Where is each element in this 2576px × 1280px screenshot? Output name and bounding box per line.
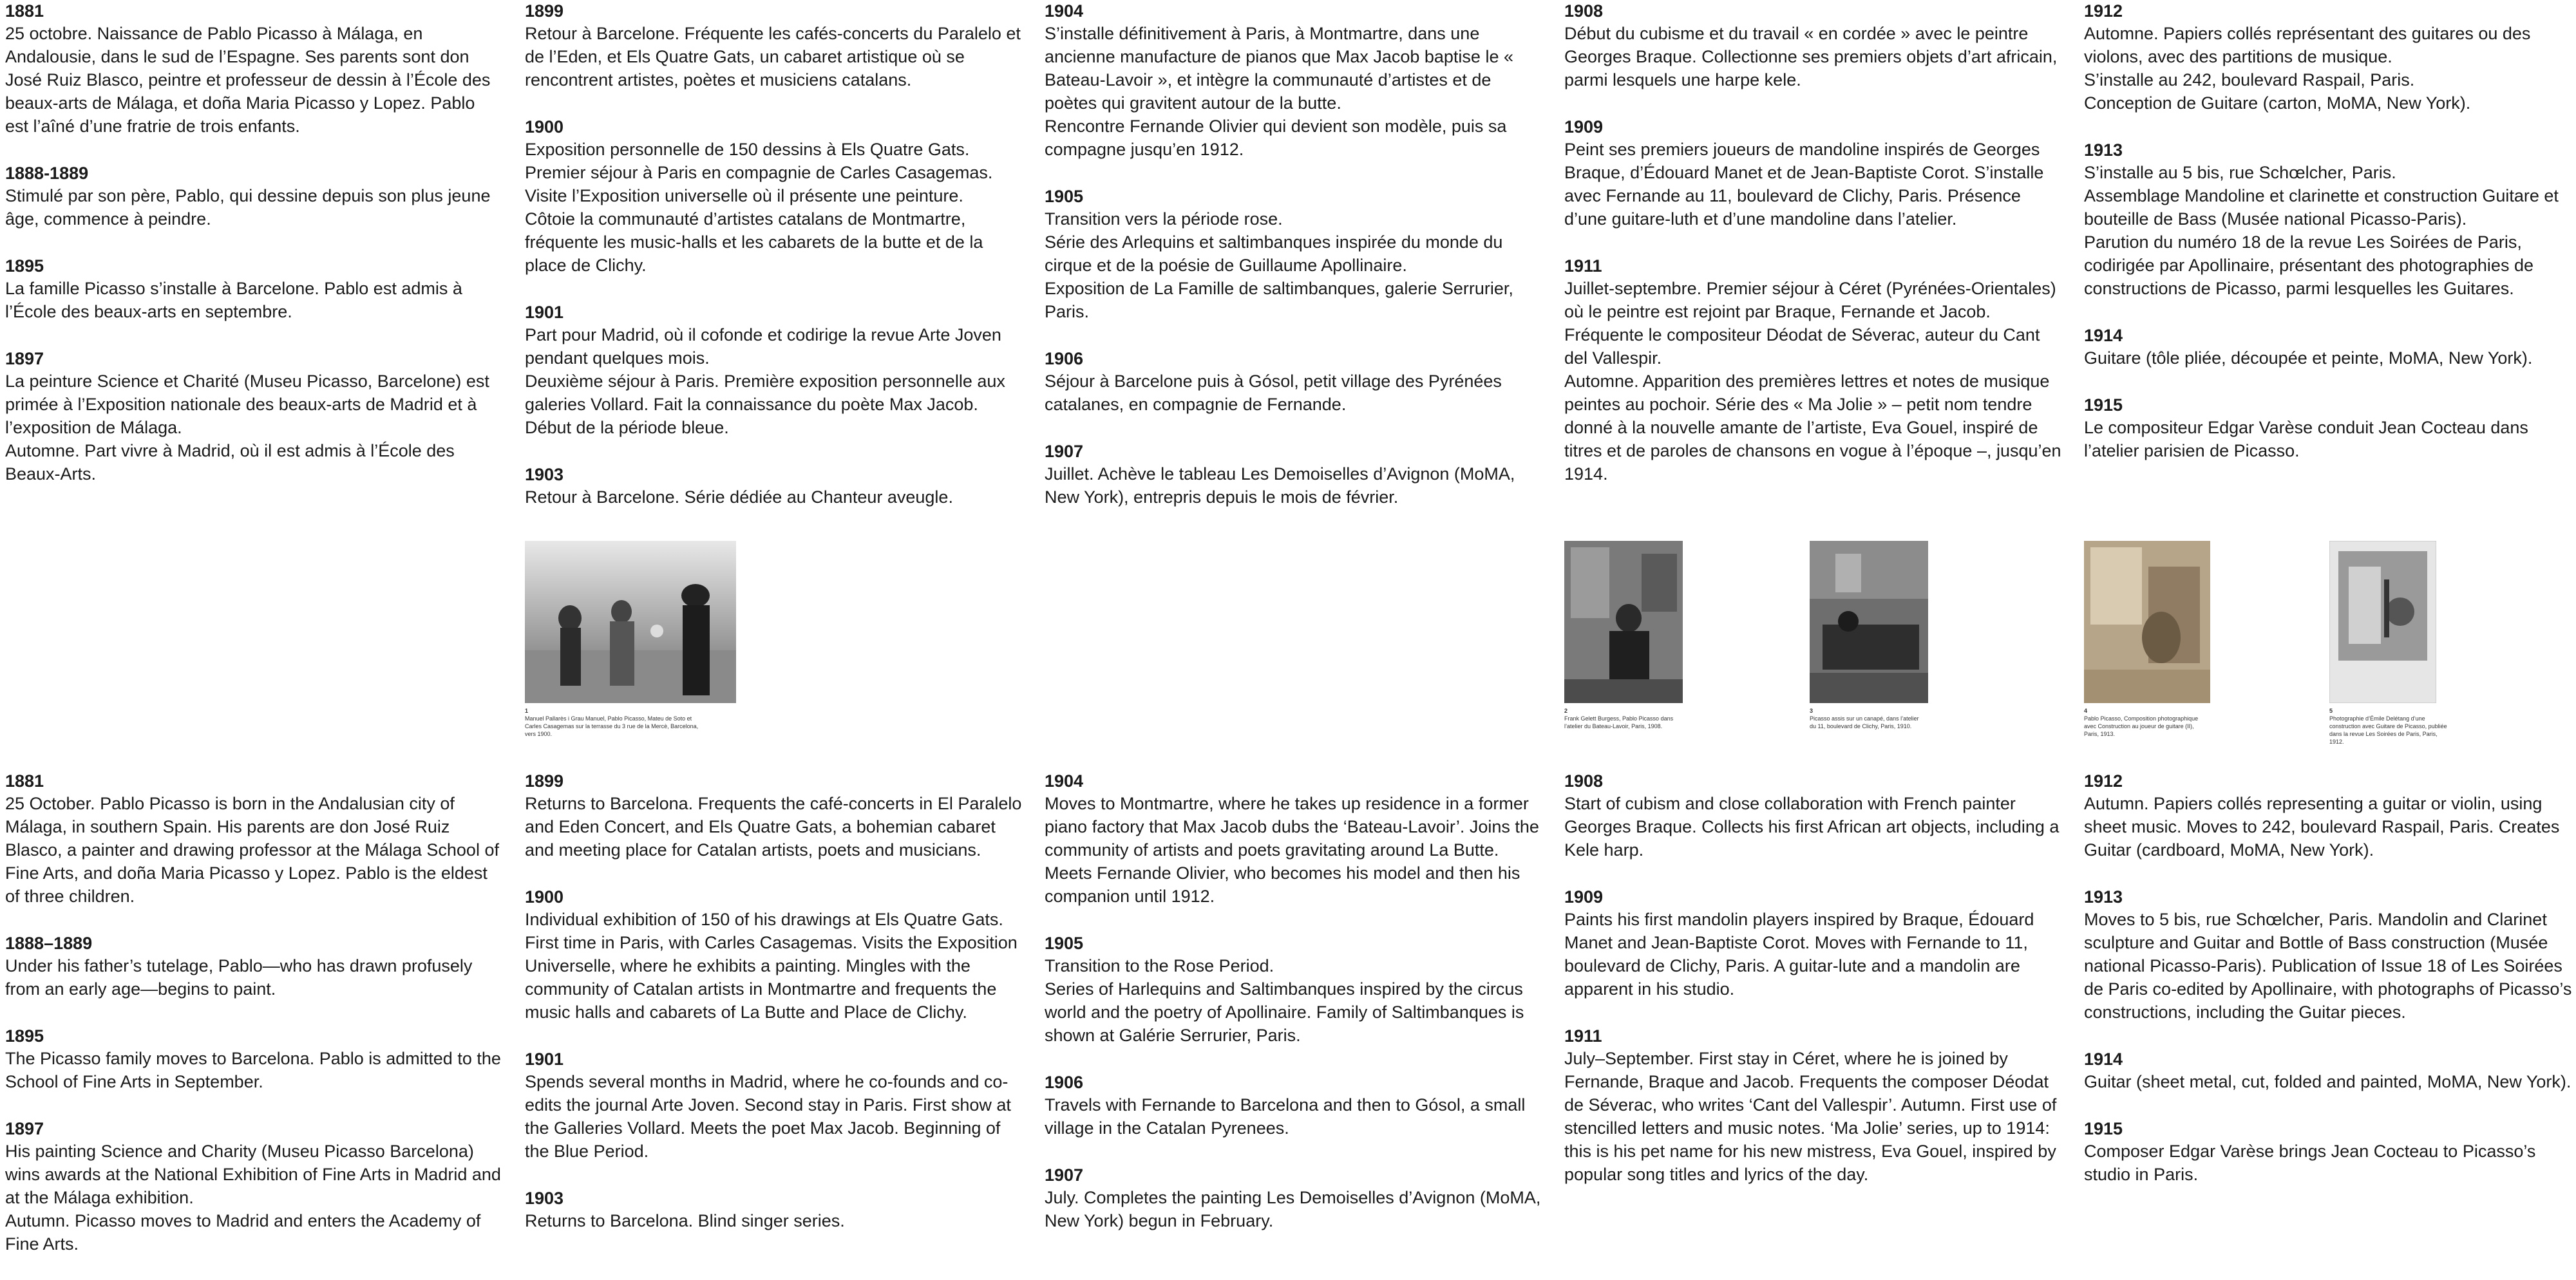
fr-column-1 — [5, 0, 502, 510]
entry-text: S’installe définitivement à Paris, à Montmartre, dans une ancienne manufacture de pianos que Max Jacob baptise le « Bateau-Lavoir », et intègre la communauté d’artistes et de poètes qui gravitent autour de la butte. Rencontre Fernande Olivier qui devient son modèle, puis sa compagne jusqu’en 1912. — [1045, 24, 1513, 159]
timeline-entry — [5, 255, 502, 323]
entry-text: Transition to the Rose Period. Series of Harlequins and Saltimbanques inspired by the circus world and the poetry of Apollinaire. Family of Saltimbanques is shown at Galérie Serrurier, Paris. — [1045, 956, 1524, 1045]
entry-text: His painting Science and Charity (Museu Picasso Barcelona) wins awards at the National Exhibition of Fine Arts in Madrid and at the Málaga exhibition. Autumn. Picasso moves to Madrid and enters the Academy of Fine Arts. — [5, 1142, 501, 1254]
photo-2 — [1564, 541, 1683, 706]
photo-1 — [525, 541, 736, 706]
photo-3-image — [1810, 541, 1928, 703]
entry-year: 1913 — [2084, 887, 2123, 907]
entry-text: Spends several months in Madrid, where he co-founds and co-edits the journal Arte Joven. Second stay in Paris. First show at the Galleries Vollard. Meets the poet Max Jacob. Beginning of the Blue Period. — [525, 1072, 1011, 1161]
entry-year: 1897 — [5, 349, 44, 368]
entry-year: 1895 — [5, 1026, 44, 1046]
entry-year: 1909 — [1564, 117, 1604, 136]
en-column-2 — [525, 770, 1022, 1257]
photo-4 — [2084, 541, 2210, 706]
entry-text: Retour à Barcelone. Série dédiée au Chanteur aveugle. — [525, 487, 953, 507]
timeline-entry — [1045, 348, 1542, 416]
entry-year: 1914 — [2084, 1049, 2123, 1069]
timeline-entry — [1564, 1025, 2061, 1186]
timeline-entry — [2084, 770, 2576, 861]
photo-3-caption — [1810, 707, 1926, 730]
entry-text: Début du cubisme et du travail « en cordée » avec le peintre Georges Braque. Collectionne ses premiers objets d’art africain, parmi lesquels une harpe kele. — [1564, 24, 2058, 89]
timeline-entry — [525, 770, 1022, 861]
timeline-entry — [1045, 440, 1542, 509]
entry-year: 1899 — [525, 1, 564, 21]
entry-text: The Picasso family moves to Barcelona. Pablo is admitted to the School of Fine Arts in September. — [5, 1049, 501, 1091]
entry-year: 1904 — [1045, 1, 1084, 21]
entry-text: Juillet. Achève le tableau Les Demoiselles d’Avignon (MoMA, New York), entrepris depuis le mois de février. — [1045, 464, 1515, 507]
entry-year: 1915 — [2084, 395, 2123, 415]
entry-text: Returns to Barcelona. Frequents the café-concerts in El Paralelo and Eden Concert, and Els Quatre Gats, a bohemian cabaret and meeting place for Catalan artists, poets and musicians. — [525, 794, 1022, 860]
entry-text: Peint ses premiers joueurs de mandoline inspirés de Georges Braque, d’Édouard Manet et de Jean-Baptiste Corot. S’installe avec Fernande au 11, boulevard de Clichy, Paris. Présence d’une guitare-luth et d’une mandoline dans l’atelier. — [1564, 140, 2044, 229]
entry-text: 25 October. Pablo Picasso is born in the Andalusian city of Málaga, in southern Spain. His parents are don José Ruiz Blasco, a painter and drawing professor at the Málaga School of Fine Arts, and doña Maria Picasso y Lopez. Pablo is the eldest of three children. — [5, 794, 499, 906]
entry-text: Guitar (sheet metal, cut, folded and painted, MoMA, New York). — [2084, 1072, 2571, 1091]
entry-text: Exposition personnelle de 150 dessins à Els Quatre Gats. Premier séjour à Paris en compagnie de Carles Casagemas. Visite l’Exposition universelle où il présente une peinture. Côtoie la communauté d’artistes catalans de Montmartre, fréquente les music-halls et les cabarets de la butte et de la place de Clichy. — [525, 140, 993, 275]
timeline-entry — [525, 0, 1022, 91]
timeline-entry — [5, 932, 502, 1001]
entry-text: Under his father’s tutelage, Pablo—who has drawn profusely from an early age—begins to paint. — [5, 956, 473, 999]
entry-year: 1905 — [1045, 187, 1084, 206]
entry-text: S’installe au 5 bis, rue Schœlcher, Paris. Assemblage Mandoline et clarinette et construction Guitare et bouteille de Bass (Musée national Picasso-Paris). Parution du numéro 18 de la revue Les Soirées de Paris, codirigée par Apollinaire, présentant des photographies de constructions de Picasso, parmi lesquelles les Guitares. — [2084, 163, 2559, 298]
photo-4-caption-text: Pablo Picasso, Composition photographique avec Construction au joueur de guitare (II), Paris, 1913. — [2084, 715, 2199, 737]
timeline-entry — [2084, 1048, 2576, 1093]
entry-year: 1899 — [525, 771, 564, 791]
entry-year: 1914 — [2084, 326, 2123, 345]
fr-column-4 — [1564, 0, 2061, 510]
entry-text: Le compositeur Edgar Varèse conduit Jean Cocteau dans l’atelier parisien de Picasso. — [2084, 418, 2528, 460]
timeline-entry — [5, 162, 502, 231]
entry-text: Start of cubism and close collaboration with French painter Georges Braque. Collects his first African art objects, including a Kele harp. — [1564, 794, 2060, 860]
entry-text: Autumn. Papiers collés representing a guitar or violin, using sheet music. Moves to 242, boulevard Raspail, Paris. Creates Guitar (cardboard, MoMA, New York). — [2084, 794, 2560, 860]
entry-year: 1888-1889 — [5, 164, 89, 183]
timeline-entry — [5, 0, 502, 138]
timeline-entry — [1045, 770, 1542, 908]
entry-text: Séjour à Barcelone puis à Gósol, petit village des Pyrénées catalanes, en compagnie de Fernande. — [1045, 372, 1502, 414]
entry-year: 1901 — [525, 303, 564, 322]
en-column-5 — [2084, 770, 2576, 1210]
entry-text: Composer Edgar Varèse brings Jean Cocteau to Picasso’s studio in Paris. — [2084, 1142, 2536, 1184]
entry-text: Stimulé par son père, Pablo, qui dessine depuis son plus jeune âge, commence à peindre. — [5, 186, 491, 229]
entry-year: 1905 — [1045, 934, 1084, 953]
photo-5-number: 5 — [2329, 708, 2333, 714]
entry-year: 1911 — [1564, 256, 1602, 276]
entry-year: 1906 — [1045, 1073, 1084, 1092]
photo-2-caption — [1564, 707, 1680, 730]
timeline-entry — [1564, 886, 2061, 1001]
photo-1-caption-text: Manuel Pallarès i Grau Manuel, Pablo Picasso, Mateu de Soto et Carles Casagemas sur la terrasse du 3 rue de la Mercè, Barcelona, vers 1900. — [525, 715, 699, 737]
photo-4-caption — [2084, 707, 2206, 738]
entry-text: 25 octobre. Naissance de Pablo Picasso à Málaga, en Andalousie, dans le sud de l’Espagne. Ses parents sont don José Ruiz Blasco, peintre et professeur de dessin à l’École des beaux-arts de Málaga, et doña Maria Picasso y Lopez. Pablo est l’aîné d’une fratrie de trois enfants. — [5, 24, 491, 136]
timeline-entry — [1045, 185, 1542, 323]
entry-year: 1900 — [525, 887, 564, 907]
timeline-entry — [525, 116, 1022, 277]
entry-year: 1908 — [1564, 771, 1604, 791]
timeline-entry — [2084, 139, 2576, 300]
photo-2-caption-text: Frank Gelett Burgess, Pablo Picasso dans l’atelier du Bateau-Lavoir, Paris, 1908. — [1564, 715, 1674, 729]
photo-3 — [1810, 541, 1928, 706]
entry-year: 1909 — [1564, 887, 1604, 907]
entry-text: Returns to Barcelona. Blind singer series. — [525, 1211, 845, 1230]
photo-4-number: 4 — [2084, 708, 2088, 714]
timeline-entry — [2084, 394, 2576, 462]
photo-3-caption-text: Picasso assis sur un canapé, dans l’atelier du 11, boulevard de Clichy, Paris, 1910. — [1810, 715, 1919, 729]
timeline-entry — [2084, 886, 2576, 1024]
entry-year: 1881 — [5, 771, 44, 791]
entry-text: Guitare (tôle pliée, découpée et peinte, MoMA, New York). — [2084, 348, 2533, 368]
photo-5-caption-text: Photographie d’Émile Delétang d’une construction avec Guitare de Picasso, publiée dans la revue Les Soirées de Paris, Paris, 1912. — [2329, 715, 2447, 745]
entry-year: 1881 — [5, 1, 44, 21]
timeline-entry — [2084, 0, 2576, 115]
entry-year: 1901 — [525, 1049, 564, 1069]
entry-year: 1913 — [2084, 140, 2123, 160]
entry-year: 1897 — [5, 1119, 44, 1138]
photo-2-image — [1564, 541, 1683, 703]
timeline-entry — [1564, 116, 2061, 231]
entry-text: Part pour Madrid, où il cofonde et codirige la revue Arte Joven pendant quelques mois. Deuxième séjour à Paris. Première exposition personnelle aux galeries Vollard. Fait la connaissance du poète Max Jacob. Début de la période bleue. — [525, 325, 1005, 437]
timeline-entry — [525, 464, 1022, 509]
timeline-entry — [525, 1187, 1022, 1232]
timeline-entry — [5, 1025, 502, 1093]
timeline-entry — [1564, 770, 2061, 861]
entry-text: Moves to 5 bis, rue Schœlcher, Paris. Mandolin and Clarinet sculpture and Guitar and Bottle of Bass construction (Musée national Picasso-Paris). Publication of Issue 18 of Les Soirées de Paris co-edited by Apollinaire, with photographs of Picasso’s constructions, including the Guitar pieces. — [2084, 910, 2572, 1022]
entry-text: July. Completes the painting Les Demoiselles d’Avignon (MoMA, New York) begun in February. — [1045, 1188, 1541, 1230]
timeline-entry — [525, 1048, 1022, 1163]
timeline-entry — [1564, 255, 2061, 485]
entry-year: 1912 — [2084, 1, 2123, 21]
photo-3-number: 3 — [1810, 708, 1814, 714]
photo-1-image — [525, 541, 736, 703]
entry-year: 1907 — [1045, 1165, 1084, 1185]
entry-text: La famille Picasso s’installe à Barcelone. Pablo est admis à l’École des beaux-arts en septembre. — [5, 279, 462, 321]
entry-year: 1915 — [2084, 1119, 2123, 1138]
entry-text: Travels with Fernande to Barcelona and then to Gósol, a small village in the Catalan Pyrenees. — [1045, 1095, 1526, 1138]
photo-4-image — [2084, 541, 2210, 703]
entry-year: 1895 — [5, 256, 44, 276]
timeline-entry — [2084, 1118, 2576, 1186]
en-column-1 — [5, 770, 502, 1280]
timeline-entry — [1045, 1071, 1542, 1140]
timeline-entry — [525, 301, 1022, 439]
photo-5-image — [2329, 541, 2436, 703]
timeline-entry — [525, 886, 1022, 1024]
entry-text: Automne. Papiers collés représentant des guitares ou des violons, avec des partitions de musique. S’installe au 242, boulevard Raspail, Paris. Conception de Guitare (carton, MoMA, New York). — [2084, 24, 2531, 113]
timeline-entry — [5, 348, 502, 485]
photo-5-caption — [2329, 707, 2452, 746]
entry-year: 1906 — [1045, 349, 1084, 368]
fr-column-2 — [525, 0, 1022, 533]
timeline-entry — [1045, 0, 1542, 161]
entry-year: 1903 — [525, 465, 564, 484]
en-column-4 — [1564, 770, 2061, 1210]
entry-text: July–September. First stay in Céret, where he is joined by Fernande, Braque and Jacob. Frequents the composer Déodat de Séverac, who writes ‘Cant del Vallespir’. Autumn. First use of stencilled letters and music notes. ‘Ma Jolie’ series, up to 1914: this is his pet name for his new mistress, Eva Gouel, inspired by popular song titles and lyrics of the day. — [1564, 1049, 2057, 1184]
timeline-entry — [1045, 1164, 1542, 1232]
entry-year: 1888–1889 — [5, 934, 93, 953]
photo-1-number: 1 — [525, 708, 529, 714]
en-column-3 — [1045, 770, 1542, 1257]
entry-text: Individual exhibition of 150 of his drawings at Els Quatre Gats. First time in Paris, with Carles Casagemas. Visits the Exposition Universelle, where he exhibits a painting. Mingles with the community of Catalan artists in Montmartre and frequents the music halls and cabarets of La Butte and Place de Clichy. — [525, 910, 1018, 1022]
entry-year: 1908 — [1564, 1, 1604, 21]
entry-text: Paints his first mandolin players inspired by Braque, Édouard Manet and Jean-Baptiste Corot. Moves with Fernande to 11, boulevard de Clichy, Paris. A guitar-lute and a mandolin are apparent in his studio. — [1564, 910, 2034, 999]
timeline-entry — [5, 770, 502, 908]
entry-year: 1903 — [525, 1189, 564, 1208]
entry-year: 1907 — [1045, 442, 1084, 461]
entry-year: 1912 — [2084, 771, 2123, 791]
entry-year: 1904 — [1045, 771, 1084, 791]
photo-2-number: 2 — [1564, 708, 1568, 714]
photo-5 — [2329, 541, 2436, 706]
entry-text: Juillet-septembre. Premier séjour à Céret (Pyrénées-Orientales) où le peintre est rejoint par Braque, Fernande et Jacob. Fréquente le compositeur Déodat de Séverac, auteur du Cant del Vallespir. Automne. Apparition des premières lettres et notes de musique peintes au pochoir. Série des « Ma Jolie » – petit nom tendre donné à la nouvelle amante de l’artiste, Eva Gouel, inspiré de titres et de paroles de chansons en vogue à l’époque –, jusqu’en 1914. — [1564, 279, 2061, 484]
fr-column-3 — [1045, 0, 1542, 533]
entry-text: Retour à Barcelone. Fréquente les cafés-concerts du Paralelo et de l’Eden, et Els Quatre Gats, un cabaret artistique où se rencontrent artistes, poètes et musiciens catalans. — [525, 24, 1021, 89]
timeline-entry — [1045, 932, 1542, 1047]
fr-column-5 — [2084, 0, 2576, 487]
timeline-entry — [5, 1118, 502, 1256]
photo-1-caption — [525, 707, 705, 738]
entry-text: La peinture Science et Charité (Museu Picasso, Barcelone) est primée à l’Exposition nationale des beaux-arts de Madrid et à l’exposition de Málaga. Automne. Part vivre à Madrid, où il est admis à l’École des Beaux-Arts. — [5, 372, 489, 484]
entry-year: 1900 — [525, 117, 564, 136]
entry-year: 1911 — [1564, 1026, 1602, 1046]
timeline-entry — [2084, 325, 2576, 370]
entry-text: Moves to Montmartre, where he takes up residence in a former piano factory that Max Jacob dubs the ‘Bateau-Lavoir’. Joins the community of artists and poets gravitating around La Butte. Meets Fernande Olivier, who becomes his model and then his companion until 1912. — [1045, 794, 1539, 906]
timeline-entry — [1564, 0, 2061, 91]
entry-text: Transition vers la période rose. Série des Arlequins et saltimbanques inspirée du monde du cirque et de la poésie de Guillaume Apollinaire. Exposition de La Famille de saltimbanques, galerie Serrurier, Paris. — [1045, 209, 1513, 321]
